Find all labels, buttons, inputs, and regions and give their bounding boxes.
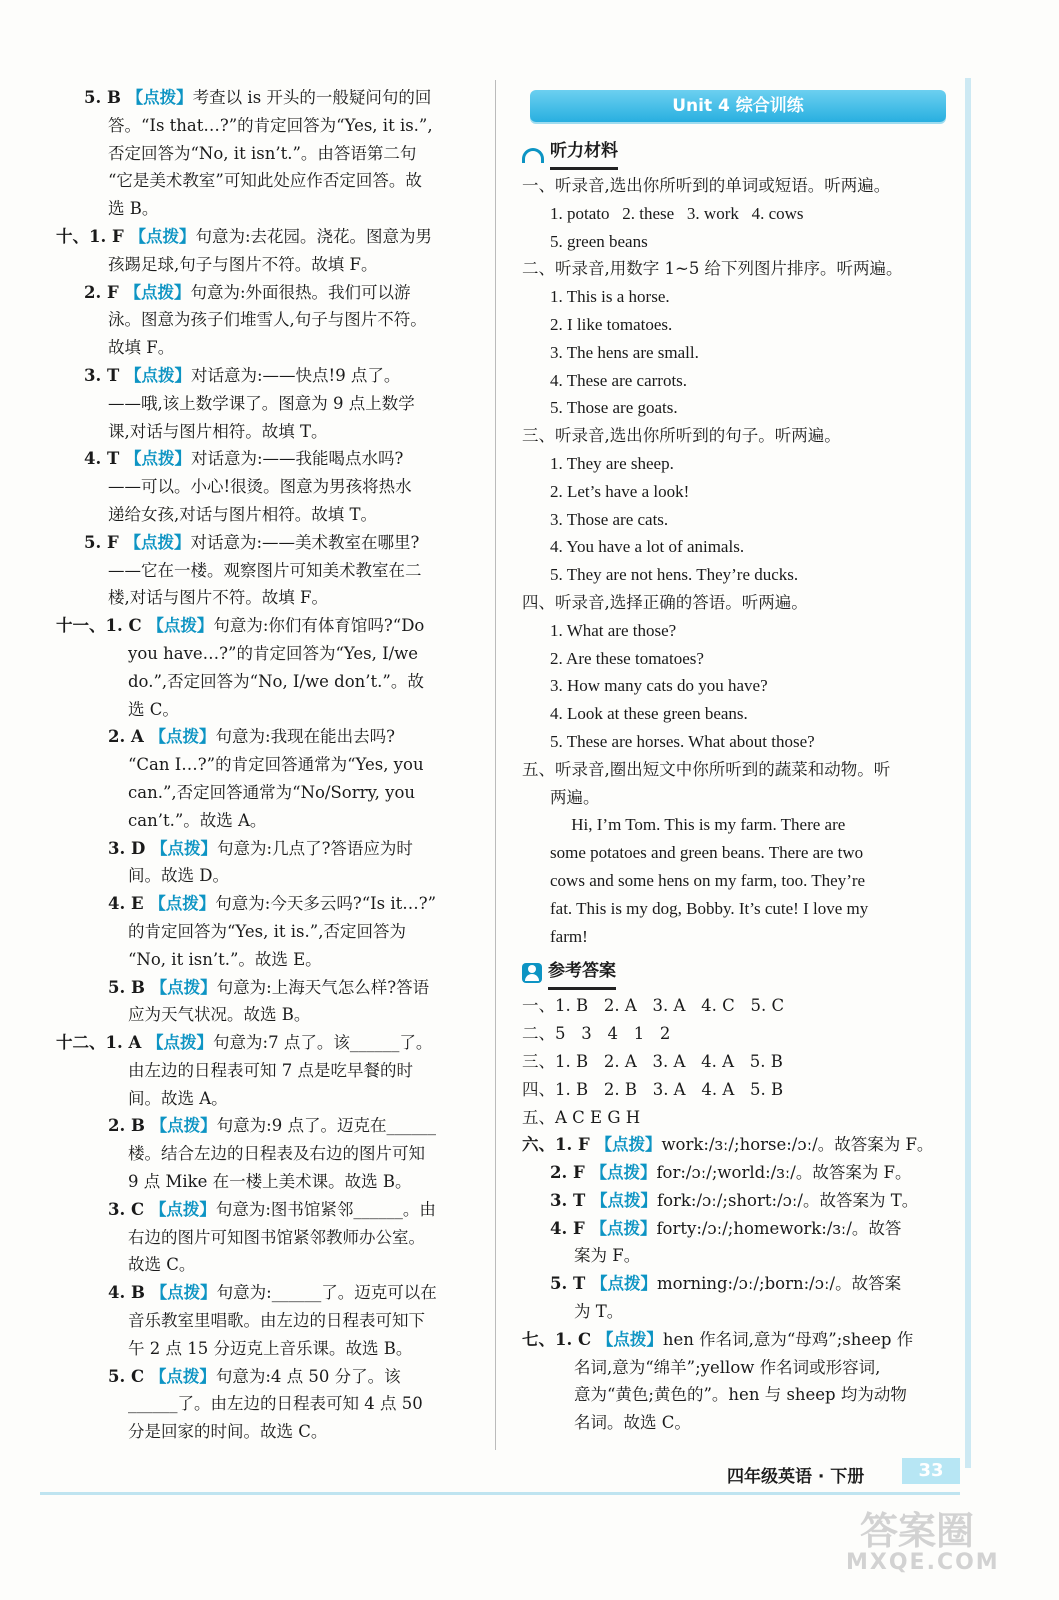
hint-tag: 【点拨】 <box>147 1033 214 1053</box>
line-text: 泳。图意为孩子们堆雪人,句子与图片不符。 <box>108 310 427 330</box>
text-line <box>522 228 952 256</box>
line-text: 1. This is a horse. <box>550 287 670 307</box>
item-number: 4. B <box>108 1283 151 1303</box>
line-text: 午 2 点 15 分迈克上音乐课。故选 B。 <box>128 1338 413 1358</box>
line-text: 句意为:你们有体育馆吗?“Do <box>213 616 425 636</box>
item-number: 2. B <box>108 1116 151 1136</box>
text-line <box>522 1159 952 1187</box>
text-line <box>522 367 952 395</box>
hint-tag: 【点拨】 <box>125 449 191 469</box>
text-line <box>56 557 486 585</box>
item-number: 3. C <box>108 1199 150 1219</box>
line-text: 两遍。 <box>550 787 600 807</box>
hint-tag: 【点拨】 <box>590 1163 657 1183</box>
line-text: forty:/ɔː/;homework:/ɜː/。故答 <box>656 1218 902 1238</box>
line-text: 三、听录音,选出你所听到的句子。听两遍。 <box>522 426 841 446</box>
text-line <box>522 506 952 534</box>
item-number: 十二、1. A <box>56 1033 148 1053</box>
text-line <box>56 1112 486 1140</box>
text-line <box>522 1381 952 1409</box>
hint-tag: 【点拨】 <box>129 226 196 246</box>
text-line <box>522 283 952 311</box>
line-text: “No, it isn’t.”。故选 E。 <box>128 949 322 969</box>
line-text: 名词,意为“绵羊”;yellow 作名词或形容词, <box>574 1357 881 1377</box>
line-text: 故填 F。 <box>108 338 175 358</box>
line-text: 选 B。 <box>108 199 159 219</box>
line-text: 2. Are these tomatoes? <box>550 648 704 668</box>
item-number: 5. F <box>84 532 125 552</box>
text-line <box>56 473 486 501</box>
line-text: 五、听录音,圈出短文中你所听到的蔬菜和动物。听 <box>522 759 891 779</box>
text-line <box>522 645 952 673</box>
line-text: can’t.”。故选 A。 <box>128 810 267 830</box>
line-text: 名词。故选 C。 <box>574 1413 691 1433</box>
text-line <box>522 756 952 784</box>
line-text: 由左边的日程表可知 7 点是吃早餐的时 <box>128 1060 413 1080</box>
text-line <box>56 1140 486 1168</box>
line-text: 右边的图片可知图书馆紧邻教师办公室。 <box>128 1227 425 1247</box>
text-line <box>56 418 486 446</box>
text-line <box>522 867 952 895</box>
item-number: 十、1. F <box>56 226 130 246</box>
text-line <box>56 334 486 362</box>
hint-tag: 【点拨】 <box>151 838 218 858</box>
text-line <box>56 1168 486 1196</box>
line-text: for:/ɔː/;world:/ɜː/。故答案为 F。 <box>656 1163 912 1183</box>
line-text: 递给女孩,对话与图片相符。故填 T。 <box>108 504 377 524</box>
line-text: 1. What are those? <box>550 620 677 640</box>
page-edge-stripe <box>965 78 971 1468</box>
footer-title: 四年级英语 · 下册 <box>727 1467 865 1487</box>
line-text: 对话意为:——美术教室在哪里? <box>190 532 420 552</box>
line-text: 对话意为:——快点!9 点了。 <box>191 365 401 385</box>
text-line <box>56 890 486 918</box>
answers-heading: 参考答案 <box>522 956 952 990</box>
text-line <box>522 1076 952 1104</box>
line-text: “它是美术教室”可知此处应作否定回答。故 <box>108 171 422 191</box>
text-line <box>56 640 486 668</box>
text-line <box>522 339 952 367</box>
line-text: 间。故选 A。 <box>128 1088 228 1108</box>
watermark-url: MXQE.COM <box>846 1550 1000 1575</box>
text-line <box>522 617 952 645</box>
line-text: 答。“Is that…?”的肯定回答为“Yes, it is.”, <box>108 115 433 135</box>
text-line <box>56 723 486 751</box>
line-text: 5. Those are goats. <box>550 398 678 418</box>
text-line <box>56 1001 486 1029</box>
line-text: 句意为:9 点了。迈克在______ <box>216 1116 436 1136</box>
line-text: farm! <box>550 926 588 946</box>
line-text: 案为 F。 <box>574 1246 641 1266</box>
hint-tag: 【点拨】 <box>150 1116 217 1136</box>
hint-tag: 【点拨】 <box>147 616 214 636</box>
line-text: 5. They are not hens. They’re ducks. <box>550 565 799 585</box>
item-number: 2. A <box>108 727 150 747</box>
text-line <box>522 728 952 756</box>
line-text: 的肯定回答为“Yes, it is.”,否定回答为 <box>128 921 406 941</box>
text-line <box>522 589 952 617</box>
text-line <box>522 1048 952 1076</box>
text-line <box>56 362 486 390</box>
text-line <box>522 784 952 812</box>
text-line <box>56 112 486 140</box>
text-line <box>522 839 952 867</box>
line-text: 2. Let’s have a look! <box>550 481 690 501</box>
item-number: 3. D <box>108 838 152 858</box>
text-line <box>56 306 486 334</box>
hint-tag: 【点拨】 <box>126 88 193 107</box>
line-text: ——它在一楼。观察图片可知美术教室在二 <box>108 560 422 580</box>
text-line <box>522 533 952 561</box>
text-line <box>522 1020 952 1048</box>
text-line <box>522 1298 952 1326</box>
listening-material <box>522 172 952 950</box>
text-line <box>56 835 486 863</box>
line-text: 句意为:今天多云吗?“Is it…?” <box>215 894 437 914</box>
text-line <box>522 311 952 339</box>
text-line <box>56 612 486 640</box>
hint-tag: 【点拨】 <box>149 1199 216 1219</box>
text-line <box>56 1390 486 1418</box>
text-line <box>56 167 486 195</box>
line-text: 四、听录音,选择正确的答语。听两遍。 <box>522 592 808 612</box>
item-number: 十一、1. C <box>56 616 148 636</box>
hint-tag: 【点拨】 <box>149 727 216 747</box>
bottom-rule <box>40 1492 960 1495</box>
hint-tag: 【点拨】 <box>590 1218 657 1238</box>
line-text: 间。故选 D。 <box>128 866 229 886</box>
item-number: 2. F <box>84 282 125 302</box>
line-text: 为 T。 <box>574 1302 624 1322</box>
line-text: 5. green beans <box>550 231 648 251</box>
text-line <box>56 807 486 835</box>
text-line <box>56 1196 486 1224</box>
line-text: 音乐教室里唱歌。由左边的日程表可知下 <box>128 1311 425 1331</box>
line-text: 句意为:我现在能出去吗? <box>215 727 395 747</box>
line-text: 孩踢足球,句子与图片不符。故填 F。 <box>108 254 378 274</box>
item-number: 5. B <box>84 88 127 107</box>
line-text: Hi, I’m Tom. This is my farm. There are <box>550 815 846 835</box>
text-line <box>522 992 952 1020</box>
line-text: 否定回答为“No, it isn’t.”。由答语第二句 <box>108 143 417 163</box>
line-text: ——可以。小心!很烫。图意为男孩将热水 <box>108 477 412 497</box>
line-text: 1. potato 2. these 3. work 4. cows <box>550 203 804 223</box>
line-text: 4. Look at these green beans. <box>550 704 748 724</box>
text-line <box>56 751 486 779</box>
line-text: 应为天气状况。故选 B。 <box>128 1005 311 1025</box>
line-text: can.”,否定回答通常为“No/Sorry, you <box>128 782 416 802</box>
line-text: fork:/ɔː/;short:/ɔː/。故答案为 T。 <box>657 1190 919 1210</box>
line-text: 句意为:4 点 50 分了。该 <box>215 1366 401 1386</box>
hint-tag: 【点拨】 <box>595 1135 662 1155</box>
line-text: “Can I…?”的肯定回答通常为“Yes, you <box>128 755 424 775</box>
line-text: 对话意为:——我能喝点水吗? <box>191 449 404 469</box>
answer-list <box>522 992 952 1437</box>
text-line <box>522 1354 952 1382</box>
right-column <box>522 84 952 1437</box>
text-line <box>522 1187 952 1215</box>
text-line <box>522 255 952 283</box>
item-number: 5. B <box>108 977 151 997</box>
hint-tag: 【点拨】 <box>149 1366 216 1386</box>
line-text: ______了。由左边的日程表可知 4 点 50 <box>128 1394 423 1414</box>
text-line <box>522 394 952 422</box>
line-text: 4. These are carrots. <box>550 370 688 390</box>
line-text: 9 点 Mike 在一楼上美术课。故选 B。 <box>128 1172 412 1192</box>
line-text: 二、5 3 4 1 2 <box>522 1024 671 1044</box>
listening-heading: 听力材料 <box>522 136 952 170</box>
text-line <box>522 811 952 839</box>
line-text: do.”,否定回答为“No, I/we don’t.”。故 <box>128 671 424 691</box>
text-line <box>56 779 486 807</box>
text-line <box>56 390 486 418</box>
line-text: hen 作名词,意为“母鸡”;sheep 作 <box>662 1329 914 1349</box>
text-line <box>522 422 952 450</box>
line-text: 一、1. B 2. A 3. A 4. C 5. C <box>522 996 785 1016</box>
watermark-logo: 答案圈 <box>860 1509 975 1553</box>
line-text: 三、1. B 2. A 3. A 4. A 5. B <box>522 1051 783 1071</box>
text-line <box>56 445 486 473</box>
line-text: 3. The hens are small. <box>550 342 699 362</box>
person-icon <box>522 963 542 983</box>
page-number: 33 <box>902 1458 960 1484</box>
text-line <box>56 584 486 612</box>
line-text: 考查以 is 开头的一般疑问句的回 <box>192 88 432 107</box>
text-line <box>56 1363 486 1391</box>
item-number: 4. F <box>550 1218 591 1238</box>
hint-tag: 【点拨】 <box>124 282 191 302</box>
item-number: 3. T <box>84 365 125 385</box>
line-text: 4. You have a lot of animals. <box>550 537 745 557</box>
line-text: 选 C。 <box>128 699 179 719</box>
text-line <box>56 251 486 279</box>
line-text: 楼。结合左边的日程表及右边的图片可知 <box>128 1144 425 1164</box>
text-line <box>522 923 952 951</box>
text-line <box>522 1215 952 1243</box>
line-text: 句意为:______了。迈克可以在 <box>216 1283 437 1303</box>
text-line <box>56 862 486 890</box>
item-number: 5. C <box>108 1366 150 1386</box>
item-number: 2. F <box>550 1163 591 1183</box>
text-line <box>56 974 486 1002</box>
text-line <box>56 1029 486 1057</box>
hint-tag: 【点拨】 <box>149 894 216 914</box>
hint-tag: 【点拨】 <box>591 1190 657 1210</box>
item-number: 4. E <box>108 894 150 914</box>
hint-tag: 【点拨】 <box>591 1274 657 1294</box>
text-line <box>522 672 952 700</box>
hint-tag: 【点拨】 <box>150 977 217 997</box>
left-column <box>56 84 486 1446</box>
text-line <box>56 501 486 529</box>
text-line <box>522 1131 952 1159</box>
text-line <box>522 450 952 478</box>
text-line <box>56 918 486 946</box>
line-text: 句意为:几点了?答语应为时 <box>217 838 413 858</box>
unit-banner: Unit 4 综合训练 <box>530 90 946 122</box>
line-text: 句意为:外面很热。我们可以游 <box>190 282 411 302</box>
item-number: 六、1. F <box>522 1135 596 1155</box>
line-text: 四、1. B 2. B 3. A 4. A 5. B <box>522 1079 784 1099</box>
line-text: morning:/ɔː/;born:/ɔː/。故答案 <box>657 1274 902 1294</box>
hint-tag: 【点拨】 <box>150 1283 217 1303</box>
text-line <box>522 200 952 228</box>
text-line <box>522 1326 952 1354</box>
text-line <box>522 1270 952 1298</box>
line-text: some potatoes and green beans. There are two <box>550 843 864 863</box>
item-number: 5. T <box>550 1274 591 1294</box>
text-line <box>522 1242 952 1270</box>
line-text: 一、听录音,选出你所听到的单词或短语。听两遍。 <box>522 176 891 195</box>
text-line <box>56 1279 486 1307</box>
hint-tag: 【点拨】 <box>125 365 191 385</box>
text-line <box>56 195 486 223</box>
text-line <box>56 668 486 696</box>
line-text: 句意为:去花园。浇花。图意为男 <box>195 226 432 246</box>
hint-tag: 【点拨】 <box>596 1329 663 1349</box>
line-text: ——哦,该上数学课了。图意为 9 点上数学 <box>108 393 415 413</box>
headphones-icon <box>522 148 544 163</box>
line-text: 句意为:上海天气怎么样?答语 <box>216 977 430 997</box>
line-text: 分是回家的时间。故选 C。 <box>128 1422 328 1442</box>
item-number: 4. T <box>84 449 125 469</box>
text-line <box>56 1251 486 1279</box>
watermark <box>840 1500 1040 1590</box>
text-line <box>522 700 952 728</box>
text-line <box>56 529 486 557</box>
line-text: 五、A C E G H <box>522 1107 641 1127</box>
text-line <box>522 1409 952 1437</box>
line-text: cows and some hens on my farm, too. They’re <box>550 870 866 890</box>
item-number: 3. T <box>550 1190 591 1210</box>
text-line <box>522 1104 952 1132</box>
text-line <box>522 172 952 200</box>
text-line <box>522 478 952 506</box>
line-text: 3. Those are cats. <box>550 509 669 529</box>
text-line <box>56 1418 486 1446</box>
text-line <box>522 895 952 923</box>
line-text: 句意为:图书馆紧邻______。由 <box>215 1199 436 1219</box>
line-text: 3. How many cats do you have? <box>550 676 768 696</box>
text-line <box>56 1307 486 1335</box>
line-text: 2. I like tomatoes. <box>550 314 673 334</box>
text-line <box>56 696 486 724</box>
hint-tag: 【点拨】 <box>124 532 191 552</box>
line-text: 1. They are sheep. <box>550 453 674 473</box>
text-line <box>56 1335 486 1363</box>
line-text: 5. These are horses. What about those? <box>550 731 815 751</box>
text-line <box>56 279 486 307</box>
text-line <box>56 946 486 974</box>
line-text: 故选 C。 <box>128 1255 196 1275</box>
line-text: 楼,对话与图片不符。故填 F。 <box>108 588 328 608</box>
text-line <box>56 84 486 112</box>
line-text: work:/ɜː/;horse:/ɔː/。故答案为 F。 <box>661 1135 934 1155</box>
line-text: fat. This is my dog, Bobby. It’s cute! I love my <box>550 898 869 918</box>
line-text: 二、听录音,用数字 1~5 给下列图片排序。听两遍。 <box>522 259 903 279</box>
column-divider <box>495 80 496 1450</box>
line-text: 课,对话与图片相符。故填 T。 <box>108 421 328 441</box>
line-text: you have…?”的肯定回答为“Yes, I/we <box>128 643 419 663</box>
line-text: 句意为:7 点了。该______了。 <box>213 1033 433 1053</box>
text-line <box>56 1085 486 1113</box>
item-number: 七、1. C <box>522 1329 597 1349</box>
text-line <box>522 561 952 589</box>
text-line <box>56 1057 486 1085</box>
text-line <box>56 223 486 251</box>
text-line <box>56 1224 486 1252</box>
line-text: 意为“黄色;黄色的”。hen 与 sheep 均为动物 <box>574 1385 907 1405</box>
text-line <box>56 140 486 168</box>
